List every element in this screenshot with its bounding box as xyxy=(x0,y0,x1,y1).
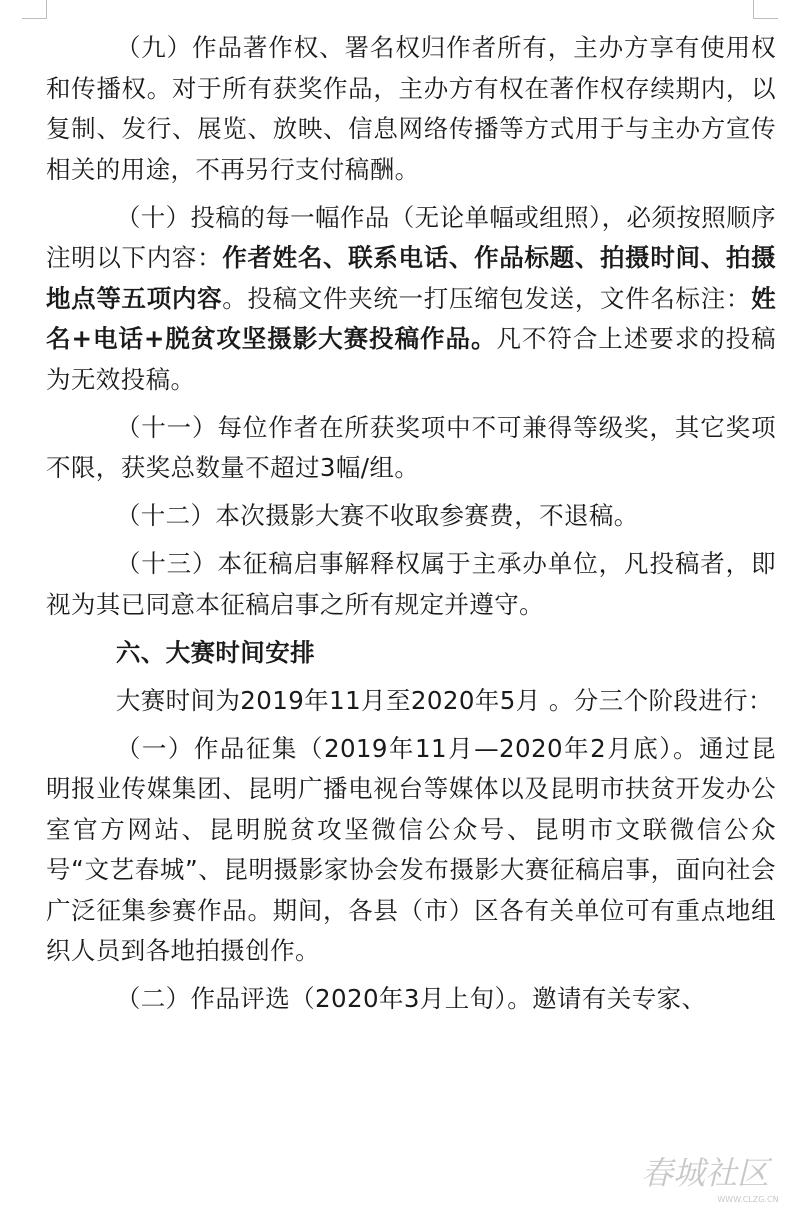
section-heading: 六、大赛时间安排 xyxy=(115,637,316,667)
text-segment: （一）作品征集（2019年11月—2020年2月底）。通过昆明报业传媒集团、昆明广播电视台等媒体以及昆明市扶贫开发办公室官方网站、昆明脱贫攻坚微信公众号、昆明市文联微信公众号“文艺春城”、昆明摄影家协会发布摄影大赛征稿启事，面向社会广泛征集参赛作品。期间，各县（市）区各有关单位可有重点地组织人员到各地拍摄创作。 xyxy=(46,733,776,965)
text-segment: （十二）本次摄影大赛不收取参赛费，不退稿。 xyxy=(115,501,639,530)
rules-list xyxy=(46,28,776,625)
paragraph-p13 xyxy=(46,544,776,625)
corner-crop-mark-left xyxy=(22,0,47,19)
paragraph-p12 xyxy=(46,496,776,537)
text-segment: 。投稿文件夹统一打压缩包发送，文件名标注： xyxy=(222,283,752,313)
text-segment: （二）作品评选（2020年3月上旬）。邀请有关专家、 xyxy=(115,984,707,1013)
paragraph-stage1 xyxy=(46,729,776,972)
bold-text-segment: 姓名+电话+脱贫攻坚摄影大赛投稿作品。 xyxy=(46,283,776,353)
paragraph-stage2 xyxy=(46,979,776,1020)
schedule-section xyxy=(46,681,776,1020)
paragraph-p9 xyxy=(46,28,776,190)
document-body xyxy=(46,28,776,1027)
text-segment: （九）作品著作权、署名权归作者所有，主办方享有使用权和传播权。对于所有获奖作品，主办方有权在著作权存续期内，以复制、发行、展览、放映、信息网络传播等方式用于与主办方宣传相关的用途，不再另行支付稿酬。 xyxy=(46,33,776,184)
paragraph-p11 xyxy=(46,408,776,489)
watermark-text: 春城社区 xyxy=(640,1154,770,1192)
text-segment: （十一）每位作者在所获奖项中不可兼得等级奖，其它奖项不限，获奖总数量不超过3幅/组。 xyxy=(46,412,776,482)
text-segment: 大赛时间为2019年11月至2020年5月 。分三个阶段进行： xyxy=(115,685,773,715)
text-segment: 凡不符合上述要求的投稿为无效投稿。 xyxy=(46,324,776,394)
bold-text-segment: 作者姓名、联系电话、作品标题、拍摄时间、拍摄地点等五项内容 xyxy=(46,243,776,313)
text-segment: （十）投稿的每一幅作品（无论单幅或组照），必须按照顺序注明以下内容： xyxy=(46,202,776,272)
text-segment: （十三）本征稿启事解释权属于主承办单位，凡投稿者，即视为其已同意本征稿启事之所有规定并遵守。 xyxy=(46,549,776,619)
watermark-domain: WWW.CLZG.CN xyxy=(717,1195,779,1204)
paragraph-schedule-intro xyxy=(46,681,776,722)
paragraph-p10 xyxy=(46,198,776,401)
corner-crop-mark-right xyxy=(753,0,778,19)
site-watermark-logo xyxy=(630,1144,780,1212)
